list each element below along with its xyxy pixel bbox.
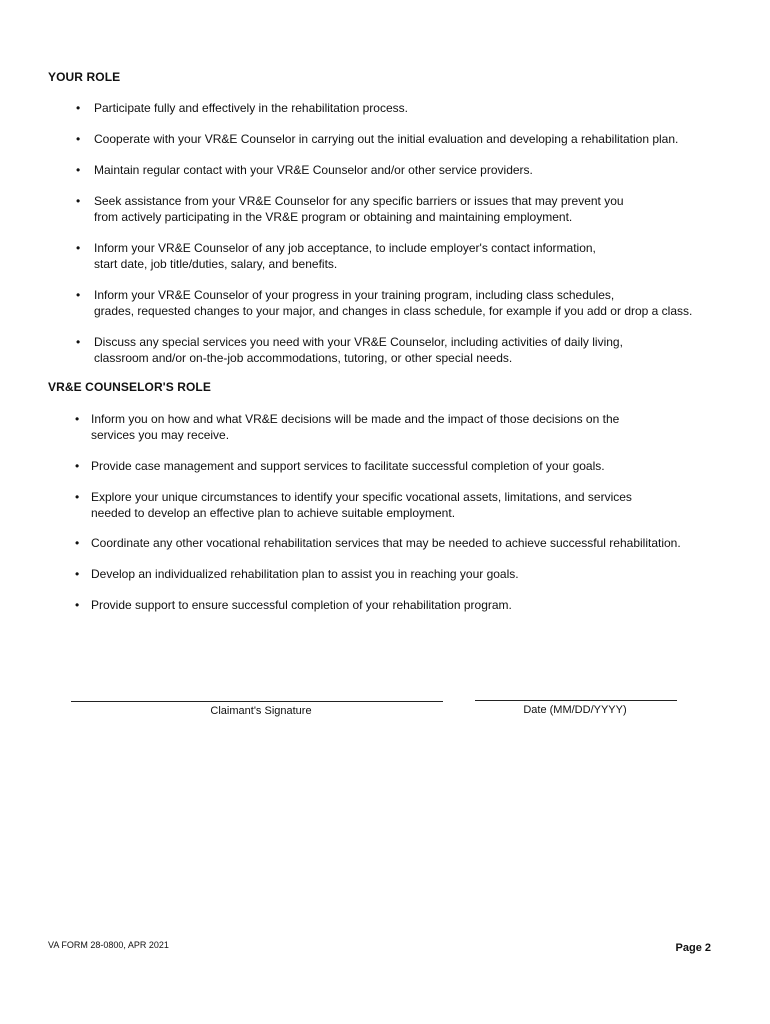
date-label: Date (MM/DD/YYYY) [523, 704, 627, 716]
counselor-role-item-text: Coordinate any other vocational rehabilitation services that may be needed to achieve successful rehabilitation. [91, 536, 681, 550]
form-id: VA FORM 28-0800, APR 2021 [48, 940, 169, 950]
bullet-icon: • [75, 598, 80, 612]
counselor-role-item-text: Develop an individualized rehabilitation plan to assist you in reaching your goals. [91, 567, 519, 581]
your-role-item [94, 334, 623, 366]
bullet-icon: • [76, 335, 81, 349]
date-line[interactable] [475, 700, 677, 701]
bullet-icon: • [75, 459, 80, 473]
claimant-signature-label: Claimant's Signature [210, 705, 312, 717]
bullet-icon: • [76, 288, 81, 302]
your-role-item-text: Seek assistance from your VR&E Counselor for any specific barriers or issues that may prevent you from actively participating in the VR&E program or obtaining and maintaining employment. [94, 194, 624, 224]
your-role-item-text: Maintain regular contact with your VR&E Counselor and/or other service providers. [94, 163, 533, 177]
bullet-icon: • [75, 412, 80, 426]
bullet-icon: • [75, 490, 80, 504]
bullet-icon: • [75, 567, 80, 581]
your-role-item [94, 162, 533, 178]
bullet-icon: • [76, 132, 81, 146]
your-role-item [94, 100, 408, 116]
your-role-item [94, 193, 624, 225]
your-role-item [94, 240, 596, 272]
bullet-icon: • [76, 194, 81, 208]
claimant-signature-line[interactable] [71, 701, 443, 702]
counselor-role-item [91, 535, 681, 551]
bullet-icon: • [75, 536, 80, 550]
counselor-role-item [91, 411, 619, 443]
counselor-role-item [91, 597, 512, 613]
your-role-item-text: Inform your VR&E Counselor of any job acceptance, to include employer's contact information, start date, job title/duties, salary, and benefits. [94, 241, 596, 271]
counselor-role-item [91, 489, 632, 521]
counselor-role-item [91, 566, 519, 582]
your-role-heading: YOUR ROLE [48, 70, 121, 84]
counselor-role-item-text: Explore your unique circumstances to identify your specific vocational assets, limitations, and services needed to develop an effective plan to achieve suitable employment. [91, 490, 632, 520]
counselor-role-item-text: Provide support to ensure successful completion of your rehabilitation program. [91, 598, 512, 612]
your-role-item [94, 131, 678, 147]
your-role-item-text: Inform your VR&E Counselor of your progress in your training program, including class schedules, grades, requested changes to your major, and changes in class schedule, for example if you add or drop a class. [94, 288, 693, 318]
bullet-icon: • [76, 241, 81, 255]
counselor-role-item-text: Inform you on how and what VR&E decisions will be made and the impact of those decisions on the services you may receive. [91, 412, 620, 442]
your-role-item-text: Cooperate with your VR&E Counselor in carrying out the initial evaluation and developing a rehabilitation plan. [94, 132, 679, 146]
your-role-item-text: Participate fully and effectively in the rehabilitation process. [94, 101, 408, 115]
counselor-role-heading: VR&E COUNSELOR'S ROLE [48, 380, 211, 394]
your-role-item-text: Discuss any special services you need with your VR&E Counselor, including activities of daily living, classroom and/or on-the-job accommodations, tutoring, or other special needs. [94, 335, 623, 365]
bullet-icon: • [76, 163, 81, 177]
bullet-icon: • [76, 101, 81, 115]
counselor-role-item [91, 458, 605, 474]
page-number: Page 2 [675, 942, 711, 954]
your-role-item [94, 287, 692, 319]
counselor-role-item-text: Provide case management and support services to facilitate successful completion of your goals. [91, 459, 605, 473]
